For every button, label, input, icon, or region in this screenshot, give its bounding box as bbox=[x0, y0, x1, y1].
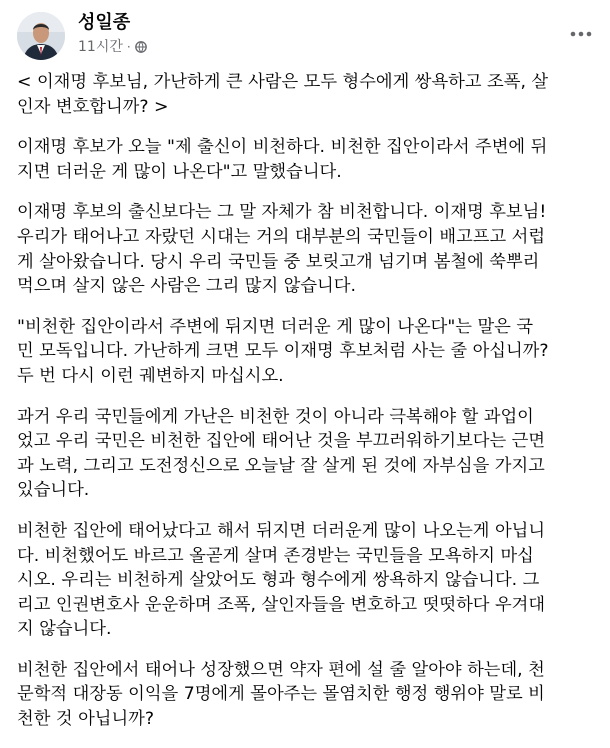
more-options-icon[interactable] bbox=[566, 24, 596, 44]
post-header bbox=[0, 0, 610, 72]
meta-separator: · bbox=[126, 40, 131, 54]
author-name[interactable]: 성일종 bbox=[78, 12, 131, 33]
globe-icon[interactable] bbox=[135, 41, 147, 53]
post-paragraph-1: < 이재명 후보님, 가난하게 큰 사람은 모두 형수에게 쌍욕하고 조폭, 살 인자 변호합니까? > bbox=[17, 72, 549, 117]
post-paragraph-3: 이재명 후보의 출신보다는 그 말 자체가 참 비천합니다. 이재명 후보님! 우리가 태어나고 자랐던 시대는 거의 대부분의 국민들이 배고프고 서럽 게 살아왔습니다. 당시 우리 국민들 중 보릿고개 넘기며 봄철에 쑥뿌리 먹으며 살지 않은 사람은 그리 많지 않습니다. bbox=[17, 202, 547, 297]
avatar[interactable] bbox=[17, 12, 65, 60]
post-timestamp[interactable]: 11시간 bbox=[78, 39, 123, 55]
post-paragraph-7: 비천한 집안에서 태어나 성장했으면 약자 편에 설 줄 알아야 하는데, 천 문학적 대장동 이익을 7명에게 몰아주는 몰염치한 행정 행위야 말로 비 천한 것 아닙니까? bbox=[17, 659, 545, 730]
post-body bbox=[17, 70, 597, 748]
post-paragraph-2: 이재명 후보가 오늘 "제 출신이 비천하다. 비천한 집안이라서 주변에 뒤 지면 더러운 게 많이 나온다"고 말했습니다. bbox=[17, 137, 548, 182]
post-paragraph-4: "비천한 집안이라서 주변에 뒤지면 더러운 게 많이 나온다"는 말은 국 민 모독입니다. 가난하게 크면 모두 이재명 후보처럼 사는 줄 아십니까? 두 번 다시 이런 궤변하지 마십시오. bbox=[17, 316, 549, 386]
post-paragraph-5: 과거 우리 국민들에게 가난은 비천한 것이 아니라 극복해야 할 과업이 었고 우리 국민은 비천한 집안에 태어난 것을 부끄러워하기보다는 근면 과 노력, 그리고 도전정신으로 오늘날 잘 살게 된 것에 자부심을 가지고 있습니다. bbox=[17, 406, 546, 501]
post-meta bbox=[78, 38, 147, 56]
post-paragraph-6: 비천한 집안에 태어났다고 해서 뒤지면 더러운게 많이 나오는게 아닙니 다. 비천했어도 바르고 올곧게 살며 존경받는 국민들을 모욕하지 마십 시오. 우리는 비천하게 살았어도 형과 형수에게 쌍욕하지 않습니다. 그 리고 인권변호사 운운하며 조폭, 살인자들을 변호하고 떳떳하다 우겨대 지 않습니다. bbox=[17, 520, 546, 640]
profile-photo bbox=[17, 12, 65, 60]
